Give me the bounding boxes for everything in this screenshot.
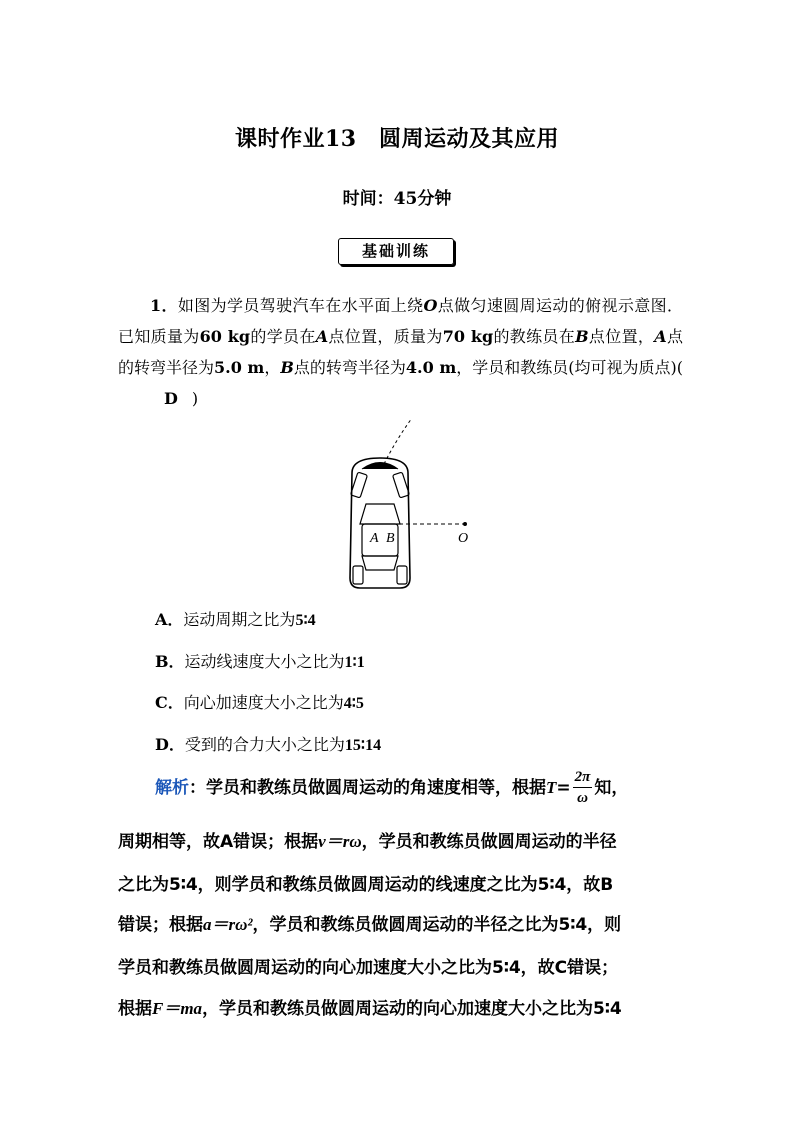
option-a: A．运动周期之比为5∶4: [155, 610, 316, 629]
page-title: 课时作业13 圆周运动及其应用: [234, 126, 560, 152]
label-a: A: [370, 531, 379, 546]
analysis-line-6: 根据F＝ma，学员和教练员做圆周运动的向心加速度大小之比为5∶4: [118, 999, 622, 1019]
analysis-line-5: 学员和教练员做圆周运动的向心加速度大小之比为5∶4，故C错误；: [118, 958, 619, 978]
option-c: C．向心加速度大小之比为4∶5: [155, 693, 364, 712]
analysis-line-3: 之比为5∶4，则学员和教练员做圆周运动的线速度之比为5∶4，故B: [118, 875, 614, 895]
analysis-line-4: 错误；根据a＝rω²，学员和教练员做圆周运动的半径之比为5∶4，则: [118, 915, 622, 935]
section-label: 基础训练: [338, 238, 454, 265]
answer: D: [164, 389, 178, 408]
analysis-line-1: 解析：学员和教练员做圆周运动的角速度相等，根据T= $\frac{2\pi}{\omega}$ 知，: [155, 769, 629, 806]
analysis-line-2: 周期相等，故A错误；根据v＝rω，学员和教练员做圆周运动的半径: [118, 832, 617, 852]
analysis-label: 解析: [155, 778, 189, 798]
period-fraction: $\frac{2\pi}{\omega}$: [574, 769, 591, 806]
car-figure: [340, 418, 490, 594]
question-number: 1．: [150, 296, 178, 315]
option-d: D．受到的合力大小之比为15∶14: [155, 735, 382, 754]
label-b: B: [386, 531, 395, 546]
option-b: B．运动线速度大小之比为1∶1: [155, 652, 365, 671]
question-1: 1．如图为学员驾驶汽车在水平面上绕O点做匀速圆周运动的俯视示意图．已知质量为60 kg的学员在A点位置，质量为70 kg的教练员在B点位置，A点的转弯半径为5.0 m，B点的转弯半径为4.0 m，学员和教练员(均可视为质点)(D ): [118, 290, 683, 414]
label-o: O: [458, 531, 469, 546]
time-limit: 时间：45分钟: [342, 189, 452, 209]
